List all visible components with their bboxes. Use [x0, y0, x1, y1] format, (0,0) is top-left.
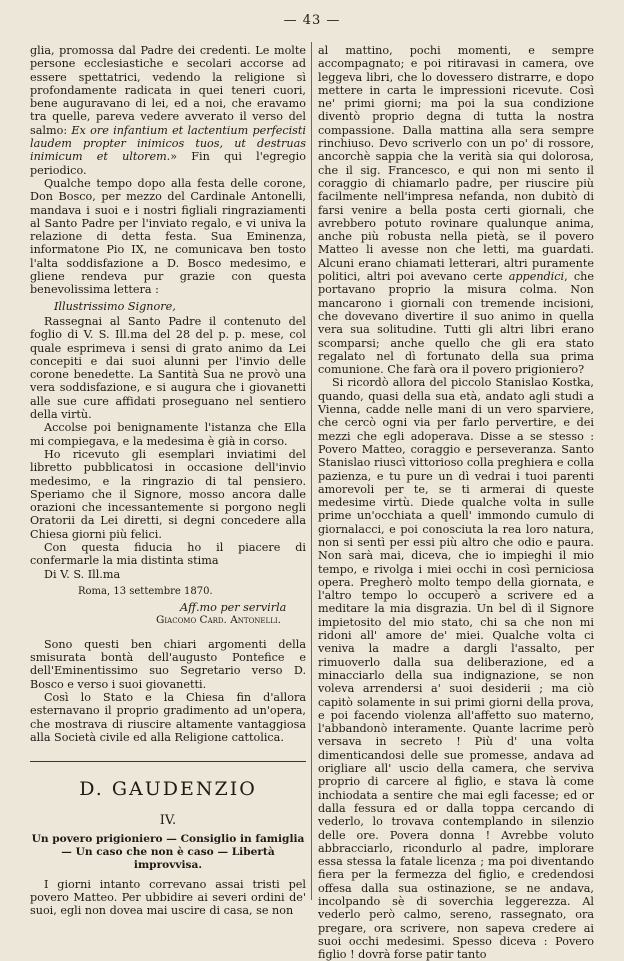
paragraph-after-letter-1: Sono questi ben chiari argomenti della smisurata bontà dell'augusto Pontefice e dell'Eminentissimo suo Segretario verso D. Bosco e verso i suoi giovanetti. — [30, 637, 306, 691]
paragraph-intro: glia, promossa dal Padre dei credenti. Le molte persone ecclesiastiche e secolari accorse ad essere spettatrici, vedendo la religione sì profondamente radicata in quei teneri cuori, bene auguravano di lei, ed a noi, che eravamo tra quelle, pareva vedere avverato il verso del salmo: Ex ore infantium et lactentium perfecisti laudem propter inimicos tuos, ut destruas inimicum et ultorem.» Fin qui l'egregio periodico. — [30, 44, 306, 177]
chapter-title: D. GAUDENZIO — [79, 778, 257, 801]
section-separator — [30, 761, 306, 762]
appendici-italic: appendici — [508, 270, 565, 284]
letter-date: Roma, 13 settembre 1870. — [78, 585, 213, 597]
letter-paragraph-4: Con questa fiducia ho il piacere di confermarle la mia distinta stima — [30, 540, 306, 568]
letter-paragraph-3: Ho ricevuto gli esemplari inviatimi del libretto pubblicatosi in occasione dell'invio medesimo, e la ringrazio di tal pensiero. Speriamo che il Signore, mosso ancora dalle orazioni che incessantemente si porgono negli Oratorii da Lei diretti, si degni concedere alla Chiesa giorni più felici. — [30, 447, 306, 541]
chapter-summary: Un povero prigioniero — Consiglio in famiglia — Un caso che non è caso — Libertà improvvisa. — [31, 833, 305, 872]
letter-paragraph-1: Rassegnai al Santo Padre il contenuto del foglio di V. S. Ill.ma del 28 del p. p. mese, col quale esprimeva i sensi di grato animo da Lei concepiti e dai suoi alunni per l'invio delle corone benedette. La Santità Sua ne provò una vera soddisfazione, e si augura che i giovanetti alle sue cure affidati proseguano nel sentiero della virtù. — [30, 314, 306, 422]
letter-salutation: Illustrissimo Signore, — [54, 299, 176, 313]
psalm-quote: Ex ore infantium et lactentium perfecisti laudem propter inimicos tuos, ut destruas inimicum et ultorem. — [30, 123, 306, 164]
letter-closing: Di V. S. Ill.ma — [44, 567, 121, 581]
paragraph-after-letter-2: Così lo Stato e la Chiesa fin d'allora esternavano il proprio gradimento ad un'opera, che mostrava di riuscire altamente vantaggiosa alla Società civile ed alla Religione cattolica. — [30, 690, 306, 744]
chapter-paragraph-1: I giorni intanto correvano assai tristi pel povero Matteo. Per ubbidire ai severi ordini de' suoi, egli non dovea mai uscire di casa, se non — [30, 877, 306, 918]
letter-signature: Giacomo Card. Antonelli. — [156, 614, 281, 627]
letter-affmo: Aff.mo per servirla — [180, 601, 287, 615]
page-number: — 43 — — [283, 13, 341, 28]
chapter-number: IV. — [159, 813, 177, 829]
letter-paragraph-2: Accolse poi benignamente l'istanza che Ella mi compiegava, e la medesima è già in corso. — [30, 421, 306, 448]
paragraph-second: Qualche tempo dopo alla festa delle corone, Don Bosco, per mezzo del Cardinale Antonelli, mandava i suoi e i nostri figliali ringraziamenti al Santo Padre per l'inviato regalo, e vi univa la relazione di detta festa. Sua Eminenza, informatone Pio IX, ne comunicava ben tosto l'alta soddisfazione a D. Bosco medesimo, e gliene rendeva pur grazie con questa benevolissima lettera : — [30, 176, 306, 297]
column-divider — [311, 42, 312, 900]
right-paragraph-1: al mattino, pochi momenti, e sempre accompagnato; e poi ritiravasi in camera, ove leggeva libri, che lo dovessero distrarre, e dopo mettere in carta le impressioni ricevute. Così ne' primi giorni; ma poi la sua condizione diventò proprio degna di tutta la nostra compassione. Dalla mattina alla sera sempre rinchiuso. Devo scriverlo con un po' di rossore, ancorchè sappia che la verità sia qui dolorosa, che il sig. Francesco, e qui non mi sento il coraggio di chiamarlo padre, per riuscire più facilmente nell'impresa nefanda, non dubitò di farsi venire a bella posta certi giornali, che avrebbero potuto rovinare qualunque anima, anche più robusta nella pietà, se il povero Matteo li avesse non che letti, ma guardati. Alcuni erano chiamati letterari, altri puramente politici, altri poi avevano certe appendici, che portavano proprio la misura colma. Non mancarono i giornali con tremende incisioni, che dovevano divertire il suo animo in quella vera sua solitudine. Tutti gli altri libri erano scomparsi; anche quello che gli era stato regalato nel dì fortunato della sua prima comunione. Che farà ora il povero prigioniero? — [318, 44, 594, 377]
left-column — [30, 44, 306, 918]
right-paragraph-2: Si ricordò allora del piccolo Stanislao Kostka, quando, quasi della sua età, andato agli studi a Vienna, cadde nelle mani di un vero sparviere, che cercò ogni via per farlo pervertire, e dei mezzi che egli adoperava. Disse a se stesso : Povero Matteo, coraggio e perseveranza. Santo Stanislao riuscì vittorioso colla preghiera e colla pazienza, e tu pure un dì vedrai i tuoi parenti amorevoli per te, se ti armerai di queste medesime virtù. Diede qualche volta in sulle prime un'occhiata a quell' immondo cumulo di giornalacci, e poi conosciuta la rea loro natura, non si sentì per essi più altro che odio e paura. Non sarà mai, diceva, che io impieghi il mio tempo, e rivolga i miei occhi in così perniciosa opera. Pregherò molto tempo della giornata, e l'altro tempo lo occuperò a scrivere ed a meditare la mia disgrazia. Un bel dì il Signore impietosito del mio stato, chi sa che non mi ridoni all' amore de' miei. Qualche volta ci veniva la madre a dargli l'assalto, per rimuoverlo dalla sua deliberazione, ed a minacciarlo della sua indignazione, se non voleva arrendersi a' suoi desiderii ; ma ciò capitò solamente in sui primi giorni della prova, e poi facendo violenza all'affetto suo materno, l'abbandonò interamente. Quante lacrime però versava in secreto ! Più d' una volta dimenticandosi delle sue promesse, andava ad origliare all' uscio della camera, che serviva proprio di carcere al figlio, e stava là come inchiodata a sentire che mai egli facesse; ed or dalla fessura ed or dalla toppa cercando di vederlo, lo trovava contemplando in silenzio delle ore. Povera donna ! Avrebbe voluto abbracciarlo, ricondurlo al padre, implorare essa stessa la fatale licenza ; ma poi diventando fiera per la fermezza del figlio, e credendosi offesa dalla sua ostinazione, se ne andava, incolpando sè di soverchia leggerezza. Al vederlo però calmo, sereno, rassegnato, ora pregare, ora scrivere, non sapeva credere ai suoi occhi medesimi. Spesso diceva : Povero figlio ! dovrà forse patir tanto — [318, 376, 594, 961]
right-column — [318, 44, 594, 961]
